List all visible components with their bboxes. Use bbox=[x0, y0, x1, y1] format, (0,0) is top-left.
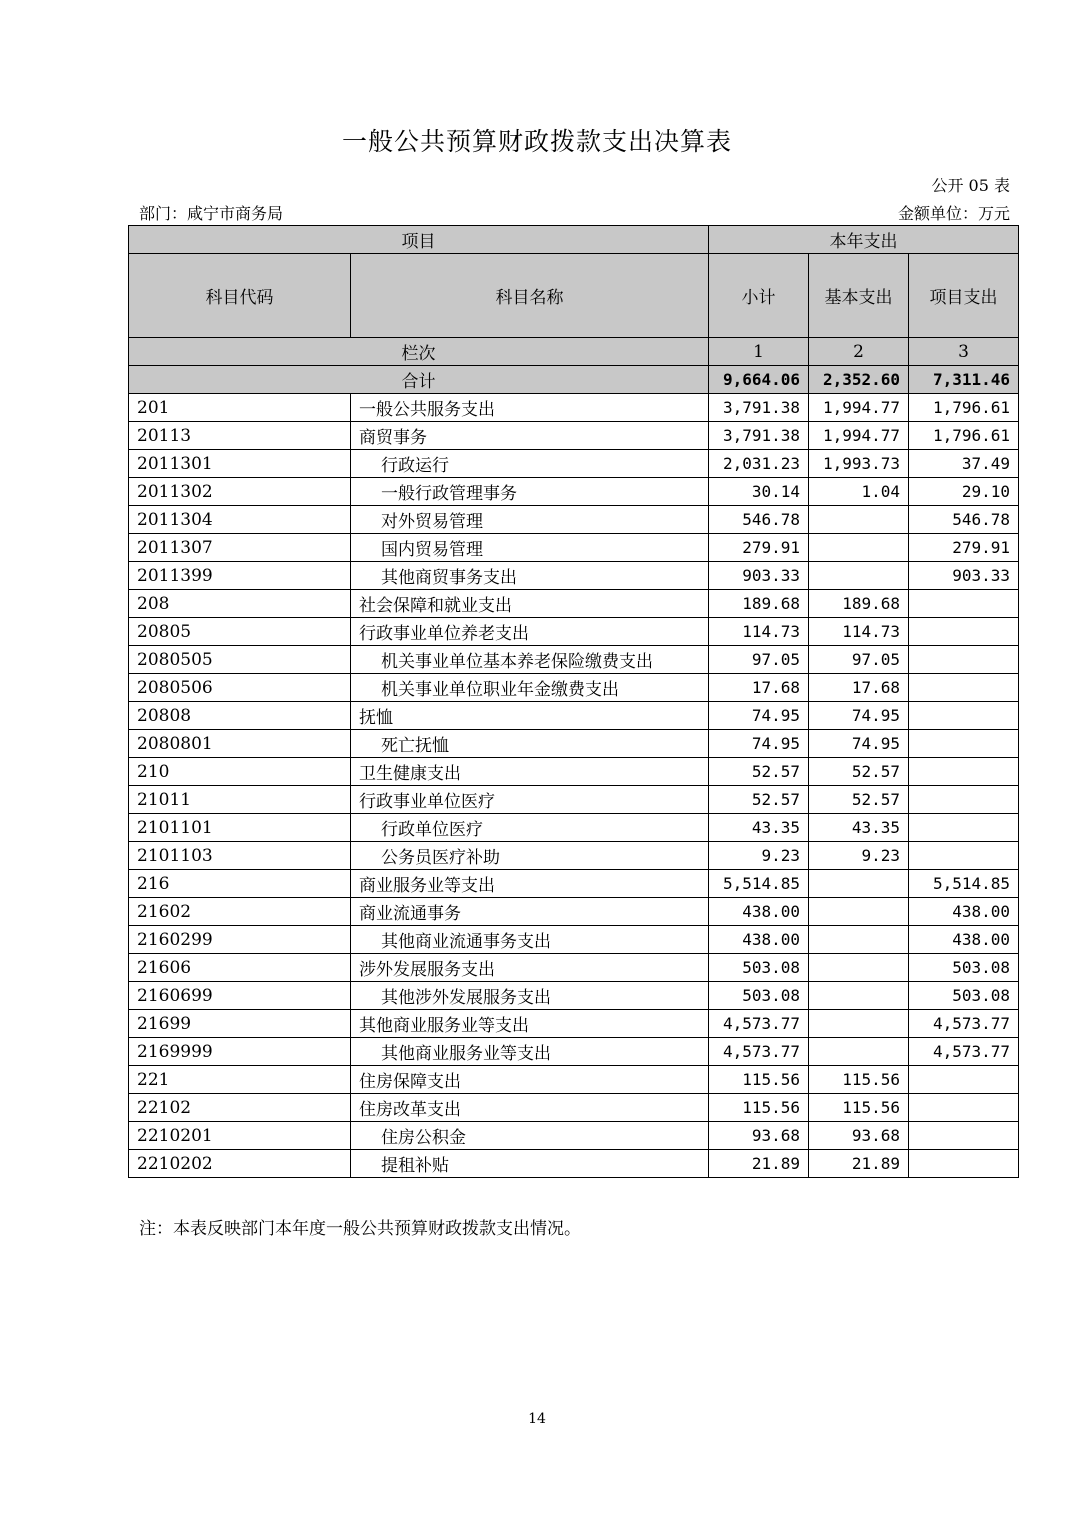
row-project: 546.78 bbox=[909, 506, 1019, 534]
row-project: 29.10 bbox=[909, 478, 1019, 506]
row-project: 438.00 bbox=[909, 898, 1019, 926]
row-basic: 43.35 bbox=[809, 814, 909, 842]
table-row bbox=[129, 898, 1019, 926]
row-code: 2169999 bbox=[129, 1038, 351, 1066]
row-code: 2080801 bbox=[129, 730, 351, 758]
row-name: 其他商业流通事务支出 bbox=[351, 926, 709, 954]
row-name: 商业服务业等支出 bbox=[351, 870, 709, 898]
row-code: 20113 bbox=[129, 422, 351, 450]
row-basic: 52.57 bbox=[809, 758, 909, 786]
header-project-expense: 项目支出 bbox=[909, 254, 1019, 338]
row-name: 商业流通事务 bbox=[351, 898, 709, 926]
row-name: 社会保障和就业支出 bbox=[351, 590, 709, 618]
row-code: 21011 bbox=[129, 786, 351, 814]
row-basic: 1,994.77 bbox=[809, 394, 909, 422]
table-row bbox=[129, 1066, 1019, 1094]
row-subtotal: 3,791.38 bbox=[709, 422, 809, 450]
row-basic: 1,993.73 bbox=[809, 450, 909, 478]
row-subtotal: 503.08 bbox=[709, 954, 809, 982]
table-row bbox=[129, 590, 1019, 618]
header-current-year: 本年支出 bbox=[709, 226, 1019, 254]
row-code: 2210202 bbox=[129, 1150, 351, 1178]
row-name: 抚恤 bbox=[351, 702, 709, 730]
row-name: 机关事业单位职业年金缴费支出 bbox=[351, 674, 709, 702]
row-subtotal: 546.78 bbox=[709, 506, 809, 534]
row-name: 一般公共服务支出 bbox=[351, 394, 709, 422]
row-code: 2101101 bbox=[129, 814, 351, 842]
row-code: 2160699 bbox=[129, 982, 351, 1010]
row-project bbox=[909, 702, 1019, 730]
header-row-1 bbox=[129, 226, 1019, 254]
row-basic bbox=[809, 982, 909, 1010]
row-subtotal: 3,791.38 bbox=[709, 394, 809, 422]
row-name: 国内贸易管理 bbox=[351, 534, 709, 562]
header-code: 科目代码 bbox=[129, 254, 351, 338]
header-row-2 bbox=[129, 254, 1019, 338]
table-row bbox=[129, 702, 1019, 730]
row-project bbox=[909, 646, 1019, 674]
department-label: 部门：咸宁市商务局 bbox=[139, 204, 284, 223]
row-project bbox=[909, 618, 1019, 646]
table-row bbox=[129, 842, 1019, 870]
row-name: 行政事业单位医疗 bbox=[351, 786, 709, 814]
column-index-3: 3 bbox=[909, 338, 1019, 366]
row-code: 2011307 bbox=[129, 534, 351, 562]
table-row bbox=[129, 954, 1019, 982]
table-row bbox=[129, 982, 1019, 1010]
row-project bbox=[909, 730, 1019, 758]
row-code: 20805 bbox=[129, 618, 351, 646]
table-row bbox=[129, 422, 1019, 450]
row-name: 对外贸易管理 bbox=[351, 506, 709, 534]
row-name: 行政运行 bbox=[351, 450, 709, 478]
row-subtotal: 503.08 bbox=[709, 982, 809, 1010]
row-name: 行政事业单位养老支出 bbox=[351, 618, 709, 646]
row-subtotal: 279.91 bbox=[709, 534, 809, 562]
row-basic bbox=[809, 898, 909, 926]
row-name: 住房改革支出 bbox=[351, 1094, 709, 1122]
page-title: 一般公共预算财政拨款支出决算表 bbox=[341, 127, 732, 156]
row-code: 2210201 bbox=[129, 1122, 351, 1150]
row-basic bbox=[809, 1010, 909, 1038]
row-project: 1,796.61 bbox=[909, 422, 1019, 450]
row-project: 903.33 bbox=[909, 562, 1019, 590]
row-code: 21699 bbox=[129, 1010, 351, 1038]
row-basic: 52.57 bbox=[809, 786, 909, 814]
row-project: 1,796.61 bbox=[909, 394, 1019, 422]
row-name: 行政单位医疗 bbox=[351, 814, 709, 842]
row-code: 2080506 bbox=[129, 674, 351, 702]
row-code: 201 bbox=[129, 394, 351, 422]
row-name: 机关事业单位基本养老保险缴费支出 bbox=[351, 646, 709, 674]
row-project: 37.49 bbox=[909, 450, 1019, 478]
table-row bbox=[129, 394, 1019, 422]
row-code: 21606 bbox=[129, 954, 351, 982]
header-project: 项目 bbox=[129, 226, 709, 254]
table-row bbox=[129, 786, 1019, 814]
table-number: 公开 05 表 bbox=[931, 176, 1010, 195]
row-subtotal: 4,573.77 bbox=[709, 1038, 809, 1066]
row-name: 死亡抚恤 bbox=[351, 730, 709, 758]
row-project: 503.08 bbox=[909, 954, 1019, 982]
row-project bbox=[909, 1094, 1019, 1122]
row-code: 20808 bbox=[129, 702, 351, 730]
row-code: 2011399 bbox=[129, 562, 351, 590]
row-basic bbox=[809, 926, 909, 954]
row-basic: 74.95 bbox=[809, 702, 909, 730]
row-subtotal: 5,514.85 bbox=[709, 870, 809, 898]
row-name: 住房保障支出 bbox=[351, 1066, 709, 1094]
row-code: 2101103 bbox=[129, 842, 351, 870]
row-project bbox=[909, 1150, 1019, 1178]
row-name: 其他商业服务业等支出 bbox=[351, 1010, 709, 1038]
row-project bbox=[909, 842, 1019, 870]
row-project bbox=[909, 674, 1019, 702]
table-row bbox=[129, 1094, 1019, 1122]
row-subtotal: 438.00 bbox=[709, 898, 809, 926]
row-subtotal: 30.14 bbox=[709, 478, 809, 506]
table-row bbox=[129, 758, 1019, 786]
row-subtotal: 74.95 bbox=[709, 702, 809, 730]
row-code: 221 bbox=[129, 1066, 351, 1094]
table-row bbox=[129, 814, 1019, 842]
row-basic bbox=[809, 562, 909, 590]
table-row bbox=[129, 870, 1019, 898]
row-name: 提租补贴 bbox=[351, 1150, 709, 1178]
row-basic bbox=[809, 870, 909, 898]
row-subtotal: 17.68 bbox=[709, 674, 809, 702]
row-name: 公务员医疗补助 bbox=[351, 842, 709, 870]
table-row bbox=[129, 1010, 1019, 1038]
row-basic: 114.73 bbox=[809, 618, 909, 646]
row-subtotal: 52.57 bbox=[709, 758, 809, 786]
total-basic: 2,352.60 bbox=[809, 366, 909, 394]
table-row bbox=[129, 450, 1019, 478]
row-basic: 115.56 bbox=[809, 1066, 909, 1094]
total-label: 合计 bbox=[129, 366, 709, 394]
row-subtotal: 43.35 bbox=[709, 814, 809, 842]
row-code: 2011301 bbox=[129, 450, 351, 478]
row-basic: 17.68 bbox=[809, 674, 909, 702]
row-basic: 93.68 bbox=[809, 1122, 909, 1150]
column-index-label: 栏次 bbox=[129, 338, 709, 366]
row-project bbox=[909, 814, 1019, 842]
row-basic: 97.05 bbox=[809, 646, 909, 674]
row-project: 279.91 bbox=[909, 534, 1019, 562]
header-subtotal: 小计 bbox=[709, 254, 809, 338]
row-project: 4,573.77 bbox=[909, 1010, 1019, 1038]
unit-label: 金额单位：万元 bbox=[897, 204, 1010, 223]
row-name: 一般行政管理事务 bbox=[351, 478, 709, 506]
row-subtotal: 4,573.77 bbox=[709, 1010, 809, 1038]
row-basic: 21.89 bbox=[809, 1150, 909, 1178]
row-name: 涉外发展服务支出 bbox=[351, 954, 709, 982]
row-code: 2011304 bbox=[129, 506, 351, 534]
row-name: 商贸事务 bbox=[351, 422, 709, 450]
row-code: 22102 bbox=[129, 1094, 351, 1122]
row-basic bbox=[809, 1038, 909, 1066]
expenditure-table bbox=[128, 225, 1019, 1178]
row-subtotal: 93.68 bbox=[709, 1122, 809, 1150]
row-basic: 115.56 bbox=[809, 1094, 909, 1122]
total-row bbox=[129, 366, 1019, 394]
column-index-1: 1 bbox=[709, 338, 809, 366]
total-subtotal: 9,664.06 bbox=[709, 366, 809, 394]
row-subtotal: 438.00 bbox=[709, 926, 809, 954]
row-project: 4,573.77 bbox=[909, 1038, 1019, 1066]
row-code: 210 bbox=[129, 758, 351, 786]
table-row bbox=[129, 1150, 1019, 1178]
table-row bbox=[129, 534, 1019, 562]
row-subtotal: 115.56 bbox=[709, 1094, 809, 1122]
table-row bbox=[129, 926, 1019, 954]
row-name: 卫生健康支出 bbox=[351, 758, 709, 786]
row-name: 其他涉外发展服务支出 bbox=[351, 982, 709, 1010]
table-row bbox=[129, 562, 1019, 590]
row-basic: 1.04 bbox=[809, 478, 909, 506]
page-number: 14 bbox=[528, 1411, 546, 1427]
row-subtotal: 903.33 bbox=[709, 562, 809, 590]
table-row bbox=[129, 506, 1019, 534]
row-name: 住房公积金 bbox=[351, 1122, 709, 1150]
row-basic: 74.95 bbox=[809, 730, 909, 758]
row-project bbox=[909, 786, 1019, 814]
row-subtotal: 115.56 bbox=[709, 1066, 809, 1094]
table-row bbox=[129, 1038, 1019, 1066]
table-row bbox=[129, 730, 1019, 758]
row-project bbox=[909, 590, 1019, 618]
row-basic: 9.23 bbox=[809, 842, 909, 870]
row-name: 其他商业服务业等支出 bbox=[351, 1038, 709, 1066]
row-basic bbox=[809, 506, 909, 534]
row-code: 21602 bbox=[129, 898, 351, 926]
row-subtotal: 21.89 bbox=[709, 1150, 809, 1178]
row-code: 2011302 bbox=[129, 478, 351, 506]
row-basic bbox=[809, 534, 909, 562]
column-index-2: 2 bbox=[809, 338, 909, 366]
row-basic: 1,994.77 bbox=[809, 422, 909, 450]
header-basic: 基本支出 bbox=[809, 254, 909, 338]
row-subtotal: 189.68 bbox=[709, 590, 809, 618]
row-subtotal: 2,031.23 bbox=[709, 450, 809, 478]
row-subtotal: 97.05 bbox=[709, 646, 809, 674]
row-project: 5,514.85 bbox=[909, 870, 1019, 898]
column-index-row bbox=[129, 338, 1019, 366]
row-subtotal: 114.73 bbox=[709, 618, 809, 646]
table-row bbox=[129, 674, 1019, 702]
row-project bbox=[909, 1122, 1019, 1150]
row-project bbox=[909, 1066, 1019, 1094]
table-row bbox=[129, 478, 1019, 506]
total-project: 7,311.46 bbox=[909, 366, 1019, 394]
row-code: 208 bbox=[129, 590, 351, 618]
row-project: 503.08 bbox=[909, 982, 1019, 1010]
table-row bbox=[129, 1122, 1019, 1150]
row-project: 438.00 bbox=[909, 926, 1019, 954]
row-code: 2080505 bbox=[129, 646, 351, 674]
row-code: 2160299 bbox=[129, 926, 351, 954]
row-project bbox=[909, 758, 1019, 786]
table-row bbox=[129, 646, 1019, 674]
row-code: 216 bbox=[129, 870, 351, 898]
row-subtotal: 74.95 bbox=[709, 730, 809, 758]
table-note: 注：本表反映部门本年度一般公共预算财政拨款支出情况。 bbox=[139, 1219, 581, 1239]
header-name: 科目名称 bbox=[351, 254, 709, 338]
row-subtotal: 9.23 bbox=[709, 842, 809, 870]
row-subtotal: 52.57 bbox=[709, 786, 809, 814]
row-basic: 189.68 bbox=[809, 590, 909, 618]
row-basic bbox=[809, 954, 909, 982]
table-row bbox=[129, 618, 1019, 646]
row-name: 其他商贸事务支出 bbox=[351, 562, 709, 590]
